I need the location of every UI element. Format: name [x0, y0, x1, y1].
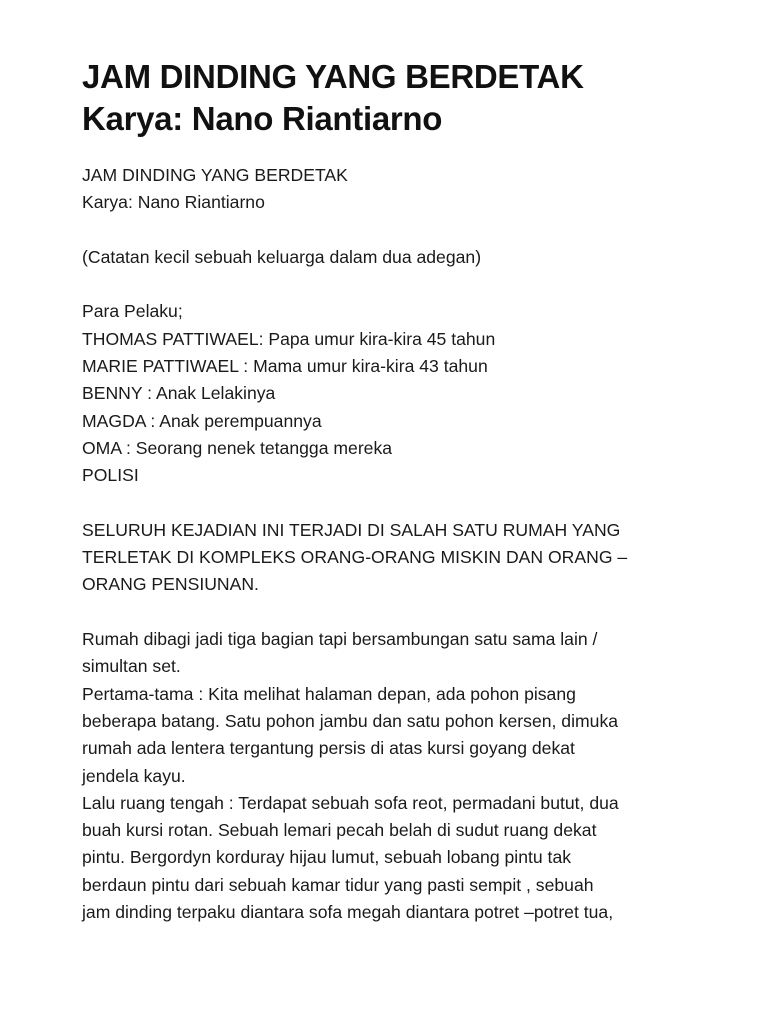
description-line: simultan set.	[82, 656, 181, 677]
description-line: Rumah dibagi jadi tiga bagian tapi bersambungan satu sama lain /	[82, 629, 598, 650]
description-line: jam dinding terpaku diantara sofa megah diantara potret –potret tua,	[82, 902, 614, 923]
intro-author-line: Karya: Nano Riantiarno	[82, 192, 265, 213]
setting-line: SELURUH KEJADIAN INI TERJADI DI SALAH SATU RUMAH YANG	[82, 519, 621, 540]
cast-member: MAGDA : Anak perempuannya	[82, 410, 322, 431]
description-line: jendela kayu.	[82, 765, 186, 786]
paragraph-gap	[82, 271, 688, 298]
paragraph-gap	[82, 490, 688, 517]
description-line: buah kursi rotan. Sebuah lemari pecah belah di sudut ruang dekat	[82, 820, 597, 841]
setting-line: TERLETAK DI KOMPLEKS ORANG-ORANG MISKIN DAN ORANG –	[82, 547, 628, 568]
description-line: Lalu ruang tengah : Terdapat sebuah sofa reot, permadani butut, dua	[82, 792, 619, 813]
paragraph-gap	[82, 217, 688, 244]
setting-line: ORANG PENSIUNAN.	[82, 574, 259, 595]
cast-member: THOMAS PATTIWAEL: Papa umur kira-kira 45 tahun	[82, 328, 496, 349]
cast-member: POLISI	[82, 465, 139, 486]
cast-member: OMA : Seorang nenek tetangga mereka	[82, 437, 393, 458]
title-author-line: Karya: Nano Riantiarno	[82, 100, 443, 137]
document-body	[82, 162, 688, 926]
cast-member: MARIE PATTIWAEL : Mama umur kira-kira 43 tahun	[82, 356, 488, 377]
paragraph-gap	[82, 599, 688, 626]
document-title	[82, 56, 688, 140]
description-line: berdaun pintu dari sebuah kamar tidur yang pasti sempit , sebuah	[82, 874, 594, 895]
description-line: pintu. Bergordyn korduray hijau lumut, sebuah lobang pintu tak	[82, 847, 572, 868]
title-line: JAM DINDING YANG BERDETAK	[82, 58, 584, 95]
description-line: Pertama-tama : Kita melihat halaman depan, ada pohon pisang	[82, 683, 576, 704]
cast-heading: Para Pelaku;	[82, 301, 183, 322]
subtitle-line: (Catatan kecil sebuah keluarga dalam dua adegan)	[82, 246, 482, 267]
cast-member: BENNY : Anak Lelakinya	[82, 383, 276, 404]
intro-title-line: JAM DINDING YANG BERDETAK	[82, 165, 348, 185]
description-line: rumah ada lentera tergantung persis di atas kursi goyang dekat	[82, 738, 575, 759]
description-line: beberapa batang. Satu pohon jambu dan satu pohon kersen, dimuka	[82, 710, 619, 731]
document-page	[82, 56, 688, 926]
